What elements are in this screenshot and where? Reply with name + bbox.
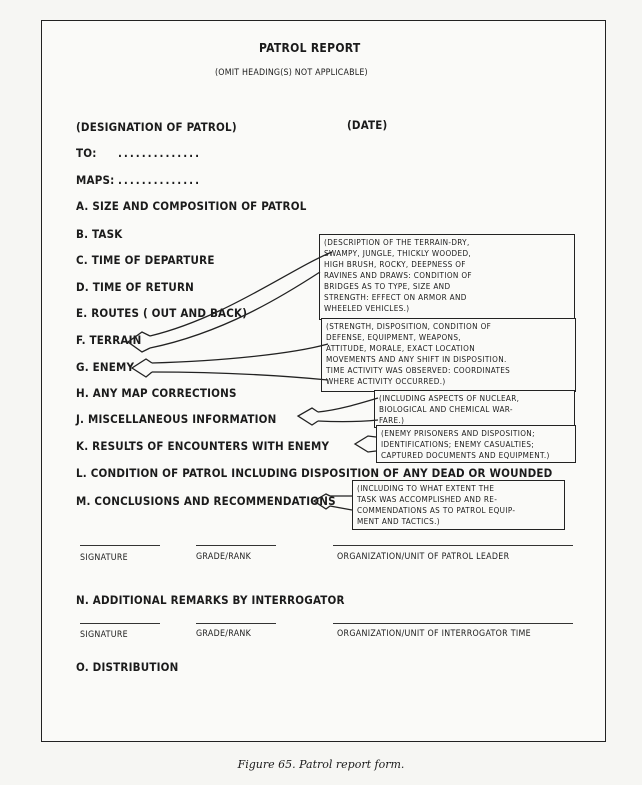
misc-note-line: (INCLUDING ASPECTS OF NUCLEAR,: [379, 393, 520, 403]
to-label: TO:: [76, 146, 97, 160]
item-m: M. CONCLUSIONS AND RECOMMENDATIONS: [76, 494, 336, 508]
misc-arrow: [318, 398, 378, 412]
terrain-note-line: (DESCRIPTION OF THE TERRAIN-DRY,: [324, 237, 470, 247]
item-f: F. TERRAIN: [76, 333, 142, 347]
misc-arrowhead: [298, 408, 318, 425]
encounters-note-line: CAPTURED DOCUMENTS AND EQUIPMENT.): [381, 450, 550, 460]
terrain-note-line: BRIDGES AS TO TYPE, SIZE AND: [324, 281, 451, 291]
terrain-note-line: STRENGTH: EFFECT ON ARMOR AND: [324, 292, 467, 302]
enemy-note-line: WHERE ACTIVITY OCCURRED.): [326, 376, 446, 386]
enemy-arrowhead: [132, 359, 152, 377]
enemy-note-line: ATTITUDE, MORALE, EXACT LOCATION: [326, 343, 476, 353]
terrain-note-line: HIGH BRUSH, ROCKY, DEEPNESS OF: [324, 259, 466, 269]
form-subtitle: (OMIT HEADING(S) NOT APPLICABLE): [215, 68, 368, 78]
conclusions-note-line: MENT AND TACTICS.): [357, 516, 440, 526]
org-line-2: [333, 623, 573, 624]
misc-arrow-lower: [318, 420, 378, 422]
encounters-note-line: (ENEMY PRISONERS AND DISPOSITION;: [381, 428, 535, 438]
grade-line-2: [196, 623, 276, 624]
org-line-1: [333, 545, 573, 546]
terrain-arrow-lower: [150, 272, 320, 348]
org-label-2: ORGANIZATION/UNIT OF INTERROGATOR TIME: [337, 629, 531, 639]
terrain-note-line: WHEELED VEHICLES.): [324, 303, 410, 313]
item-c: C. TIME OF DEPARTURE: [76, 253, 215, 267]
grade-line-1: [196, 545, 276, 546]
maps-dots: ..............: [118, 173, 202, 187]
item-h: H. ANY MAP CORRECTIONS: [76, 386, 237, 400]
misc-note-line: FARE.): [379, 415, 405, 425]
enemy-arrow: [152, 344, 328, 363]
terrain-arrow: [150, 252, 332, 336]
grade-label-2: GRADE/RANK: [196, 629, 252, 639]
terrain-note-line: RAVINES AND DRAWS: CONDITION OF: [324, 270, 472, 280]
enemy-note-line: DEFENSE, EQUIPMENT, WEAPONS,: [326, 332, 461, 342]
designation-of-patrol: (DESIGNATION OF PATROL): [76, 120, 237, 134]
conclusions-arrow-lower: [330, 506, 352, 510]
encounters-note-line: IDENTIFICATIONS; ENEMY CASUALTIES;: [381, 439, 535, 449]
conclusions-note-line: TASK WAS ACCOMPLISHED AND RE-: [357, 494, 498, 504]
form-title: PATROL REPORT: [259, 41, 361, 55]
date-label: (DATE): [347, 118, 388, 132]
terrain-note-line: SWAMPY, JUNGLE, THICKLY WOODED,: [324, 248, 472, 258]
enemy-note-line: (STRENGTH, DISPOSITION, CONDITION OF: [326, 321, 492, 331]
encounters-arrowhead: [355, 436, 376, 452]
signature-label-1: SIGNATURE: [80, 553, 128, 563]
item-o: O. DISTRIBUTION: [76, 660, 179, 674]
item-e: E. ROUTES ( OUT AND BACK): [76, 306, 248, 320]
conclusions-note-line: (INCLUDING TO WHAT EXTENT THE: [357, 483, 495, 493]
item-b: B. TASK: [76, 227, 123, 241]
org-label-1: ORGANIZATION/UNIT OF PATROL LEADER: [337, 552, 510, 562]
signature-label-2: SIGNATURE: [80, 630, 128, 640]
item-k: K. RESULTS OF ENCOUNTERS WITH ENEMY: [76, 439, 330, 453]
item-g: G. ENEMY: [76, 360, 135, 374]
item-n: N. ADDITIONAL REMARKS BY INTERROGATOR: [76, 593, 345, 607]
maps-label: MAPS:: [76, 173, 115, 187]
conclusions-arrowhead: [314, 494, 330, 509]
signature-line-1: [80, 545, 160, 546]
terrain-arrowhead: [128, 332, 150, 352]
item-l: L. CONDITION OF PATROL INCLUDING DISPOSITION OF ANY DEAD OR WOUNDED: [76, 466, 553, 480]
item-d: D. TIME OF RETURN: [76, 280, 194, 294]
conclusions-note-line: COMMENDATIONS AS TO PATROL EQUIP-: [357, 505, 516, 515]
signature-line-2: [80, 623, 160, 624]
grade-label-1: GRADE/RANK: [196, 552, 252, 562]
to-dots: ..............: [118, 146, 202, 160]
item-j: J. MISCELLANEOUS INFORMATION: [76, 412, 277, 426]
enemy-note-line: TIME ACTIVITY WAS OBSERVED: COORDINATES: [326, 365, 511, 375]
figure-caption: Figure 65. Patrol report form.: [237, 758, 405, 771]
enemy-note-line: MOVEMENTS AND ANY SHIFT IN DISPOSITION.: [326, 354, 507, 364]
enemy-arrow-lower: [152, 372, 328, 380]
misc-note-line: BIOLOGICAL AND CHEMICAL WAR-: [379, 404, 513, 414]
item-a: A. SIZE AND COMPOSITION OF PATROL: [76, 199, 307, 213]
